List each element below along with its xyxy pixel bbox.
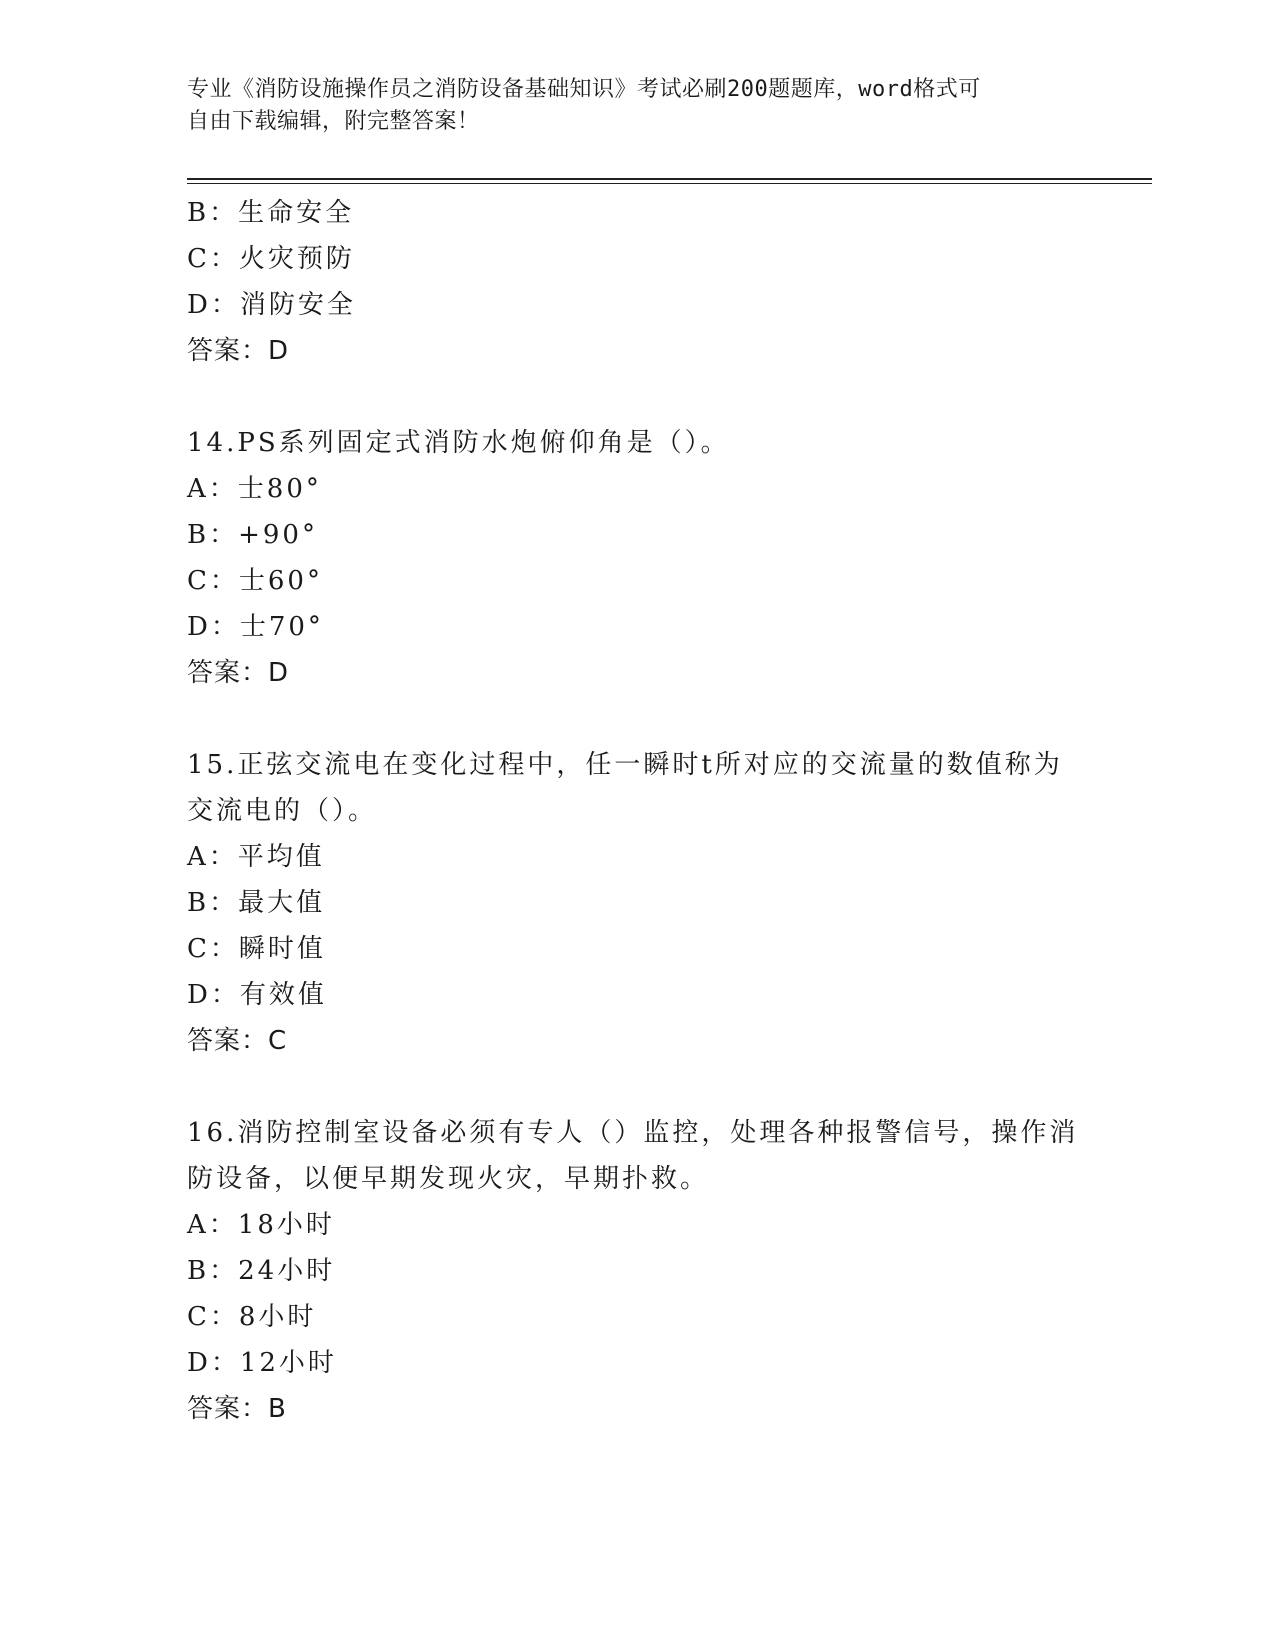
- option-a: A：士80°: [187, 474, 322, 504]
- header-line-2: 自由下载编辑，附完整答案！: [187, 109, 480, 134]
- answer-line: 答案：B: [187, 1394, 287, 1424]
- option-c: C：士60°: [187, 566, 323, 596]
- question-16: [187, 1110, 1087, 1432]
- header-line-1: 专业《消防设施操作员之消防设备基础知识》考试必刷200题题库，word格式可: [187, 77, 981, 102]
- option-c: C：瞬时值: [187, 934, 326, 964]
- header-divider-thin: [187, 183, 1152, 184]
- header-divider-thick: [187, 178, 1152, 180]
- option-c: C：8小时: [187, 1302, 317, 1332]
- option-b: B：+90°: [187, 520, 318, 550]
- option-b: B：最大值: [187, 888, 326, 918]
- option-a: A：18小时: [187, 1210, 335, 1240]
- answer-line: 答案：D: [187, 658, 290, 688]
- question-list: [187, 190, 1087, 1432]
- spacer: [187, 696, 1087, 742]
- option-c: C：火灾预防: [187, 244, 355, 274]
- question-stem: 14.PS系列固定式消防水炮俯仰角是（）。: [187, 428, 730, 458]
- question-stem-continued: 防设备，以便早期发现火灾，早期扑救。: [187, 1164, 710, 1194]
- question-stem-continued: 交流电的（）。: [187, 796, 378, 826]
- question-14: [187, 420, 1087, 696]
- option-d: D：有效值: [187, 980, 327, 1010]
- question-15: [187, 742, 1087, 1064]
- option-b: B：24小时: [187, 1256, 336, 1286]
- question-13-tail: [187, 190, 1087, 374]
- question-stem: 15.正弦交流电在变化过程中，任一瞬时t所对应的交流量的数值称为: [187, 750, 1063, 780]
- option-b: B：生命安全: [187, 198, 355, 228]
- option-a: A：平均值: [187, 842, 325, 872]
- spacer: [187, 1064, 1087, 1110]
- answer-line: 答案：C: [187, 1026, 288, 1056]
- document-header: [187, 74, 1087, 138]
- question-stem: 16.消防控制室设备必须有专人（）监控，处理各种报警信号，操作消: [187, 1118, 1079, 1148]
- option-d: D：士70°: [187, 612, 324, 642]
- answer-line: 答案：D: [187, 336, 290, 366]
- option-d: D：消防安全: [187, 290, 356, 320]
- option-d: D：12小时: [187, 1348, 337, 1378]
- spacer: [187, 374, 1087, 420]
